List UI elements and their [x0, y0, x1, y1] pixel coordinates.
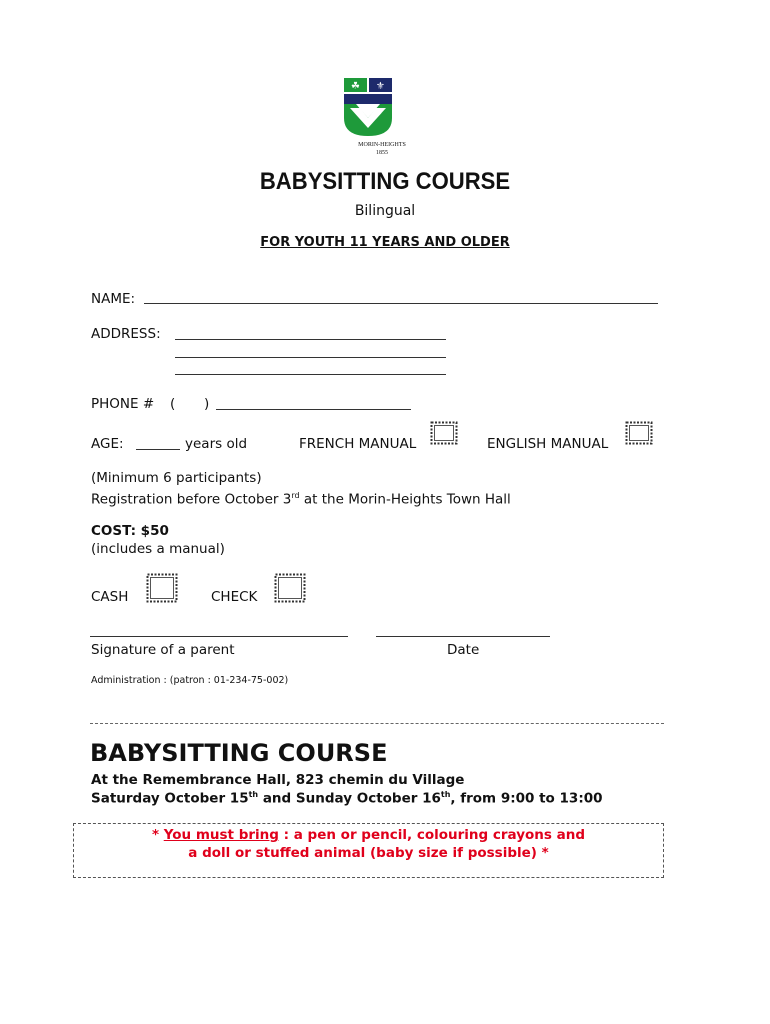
- cut-line-divider: [90, 723, 664, 724]
- svg-text:☘: ☘: [351, 81, 360, 92]
- address-field-line-1[interactable]: [175, 339, 446, 340]
- dates-text-1: Saturday October 15: [91, 790, 249, 807]
- phone-paren-close: ): [204, 396, 210, 412]
- dates-sup-2: th: [440, 790, 451, 799]
- dates-text-3: , from 9:00 to 13:00: [450, 790, 603, 807]
- logo-name: MORIN-HEIGHTS: [358, 142, 406, 148]
- french-manual-checkbox[interactable]: [430, 421, 458, 445]
- page-title: BABYSITTING COURSE: [259, 168, 511, 195]
- bring-rest: : a pen or pencil, colouring crayons and: [278, 827, 586, 843]
- dates-sup-1: th: [248, 790, 259, 799]
- page-subtitle: Bilingual: [354, 203, 416, 219]
- signature-field[interactable]: [90, 636, 348, 637]
- date-field[interactable]: [376, 636, 550, 637]
- address-label: ADDRESS:: [91, 326, 161, 342]
- check-label: CHECK: [211, 589, 258, 605]
- phone-label: PHONE #: [91, 396, 155, 412]
- check-checkbox[interactable]: [274, 573, 306, 603]
- phone-field[interactable]: [216, 409, 411, 410]
- phone-paren-open: (: [170, 396, 176, 412]
- cash-checkbox[interactable]: [146, 573, 178, 603]
- bring-items-box: [73, 823, 664, 878]
- name-field[interactable]: [144, 303, 658, 304]
- age-suffix: years old: [185, 436, 248, 452]
- name-label: NAME:: [91, 291, 136, 307]
- age-label: AGE:: [91, 436, 124, 452]
- cash-label: CASH: [91, 589, 129, 605]
- logo-year: 1855: [376, 150, 388, 156]
- registration-text-1: Registration before October 3: [91, 491, 292, 508]
- signature-label: Signature of a parent: [91, 642, 235, 658]
- footer-title: BABYSITTING COURSE: [90, 739, 388, 767]
- audience-heading: FOR YOUTH 11 YEARS AND OLDER: [260, 235, 510, 250]
- admin-note: Administration : (patron : 01-234-75-002): [91, 675, 289, 686]
- course-dates: [91, 790, 603, 807]
- french-manual-label: FRENCH MANUAL: [299, 436, 417, 452]
- bring-line-2: a doll or stuffed animal (baby size if possible) *: [188, 845, 549, 861]
- svg-text:⚜: ⚜: [376, 81, 385, 92]
- logo-caption: [342, 141, 422, 157]
- address-field-line-3[interactable]: [175, 374, 446, 375]
- english-manual-checkbox[interactable]: [625, 421, 653, 445]
- english-manual-label: ENGLISH MANUAL: [487, 436, 609, 452]
- registration-text-2: at the Morin-Heights Town Hall: [299, 491, 511, 508]
- minimum-participants: (Minimum 6 participants): [91, 470, 262, 486]
- date-label: Date: [447, 642, 480, 658]
- course-location: At the Remembrance Hall, 823 chemin du Village: [91, 772, 465, 788]
- cost-label: COST: $50: [91, 523, 169, 539]
- registration-deadline: [91, 487, 511, 509]
- address-field-line-2[interactable]: [175, 357, 446, 358]
- bring-line-1: [74, 826, 663, 844]
- bring-star: *: [151, 827, 164, 843]
- bring-underlined: You must bring: [163, 827, 279, 843]
- cost-note: (includes a manual): [91, 541, 225, 557]
- dates-text-2: and Sunday October 16: [258, 790, 441, 807]
- age-field[interactable]: [136, 449, 180, 450]
- registration-sup: rd: [291, 491, 300, 500]
- municipality-logo: [344, 78, 392, 138]
